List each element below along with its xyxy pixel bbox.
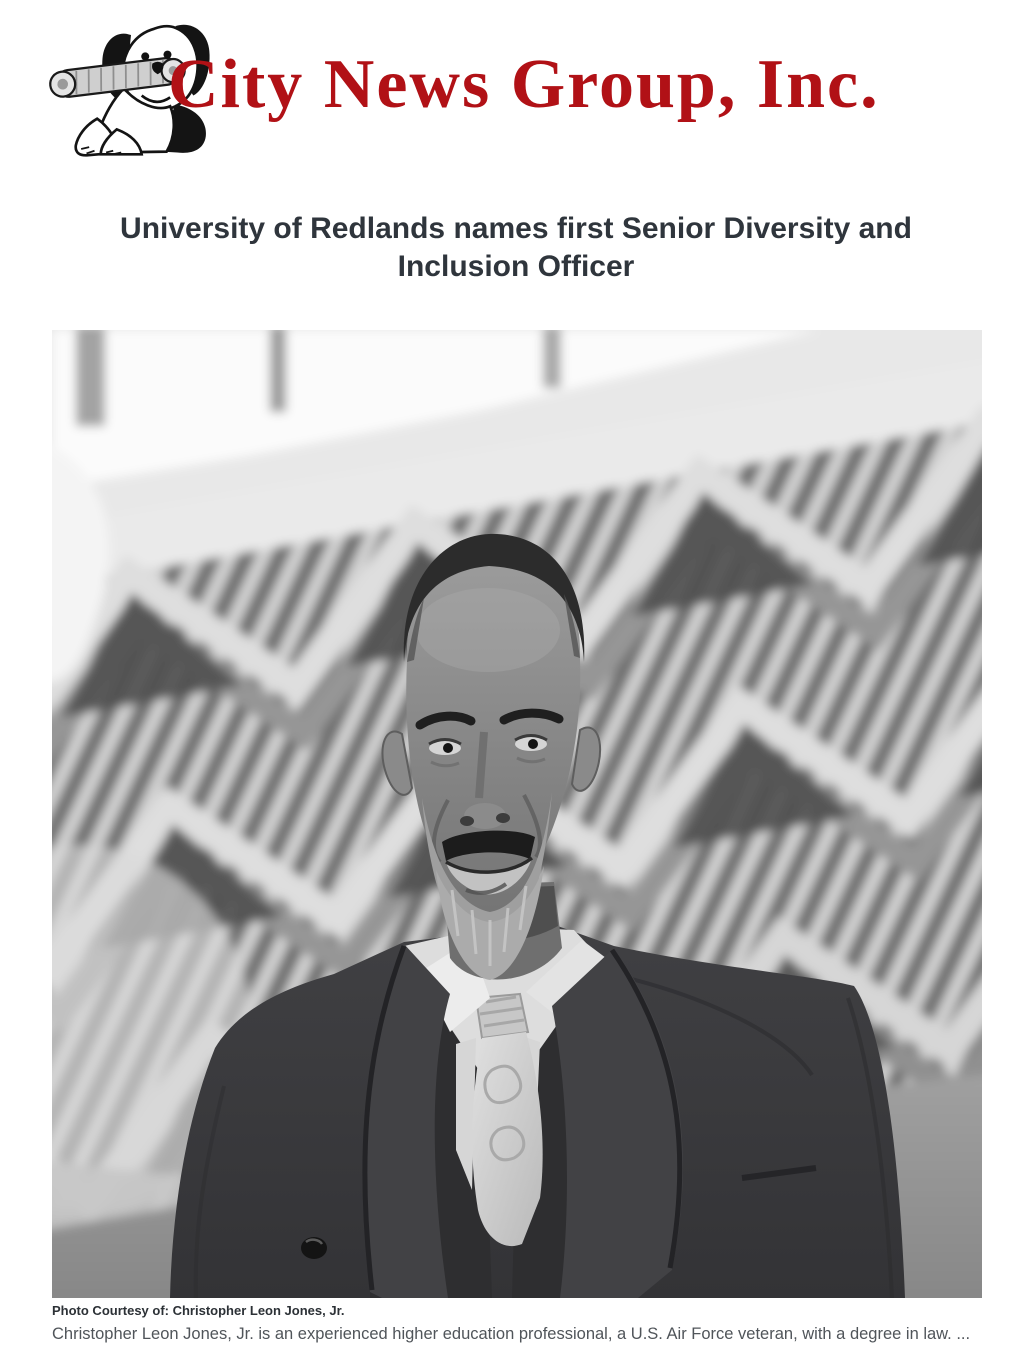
article-body-preview: Christopher Leon Jones, Jr. is an experienced higher education professional, a U.S. Air Force veteran, with a degree in law. ... <box>52 1325 971 1343</box>
brand-logo-text: City News Group, Inc. <box>168 46 880 123</box>
headline: University of Redlands names first Senior Diversity and Inclusion Officer <box>120 212 912 283</box>
photo-caption: Photo Courtesy of: Christopher Leon Jones, Jr. <box>52 1303 345 1318</box>
masthead <box>0 0 1032 200</box>
article-photo <box>52 330 982 1298</box>
portrait-photo-graphic <box>52 330 982 1298</box>
